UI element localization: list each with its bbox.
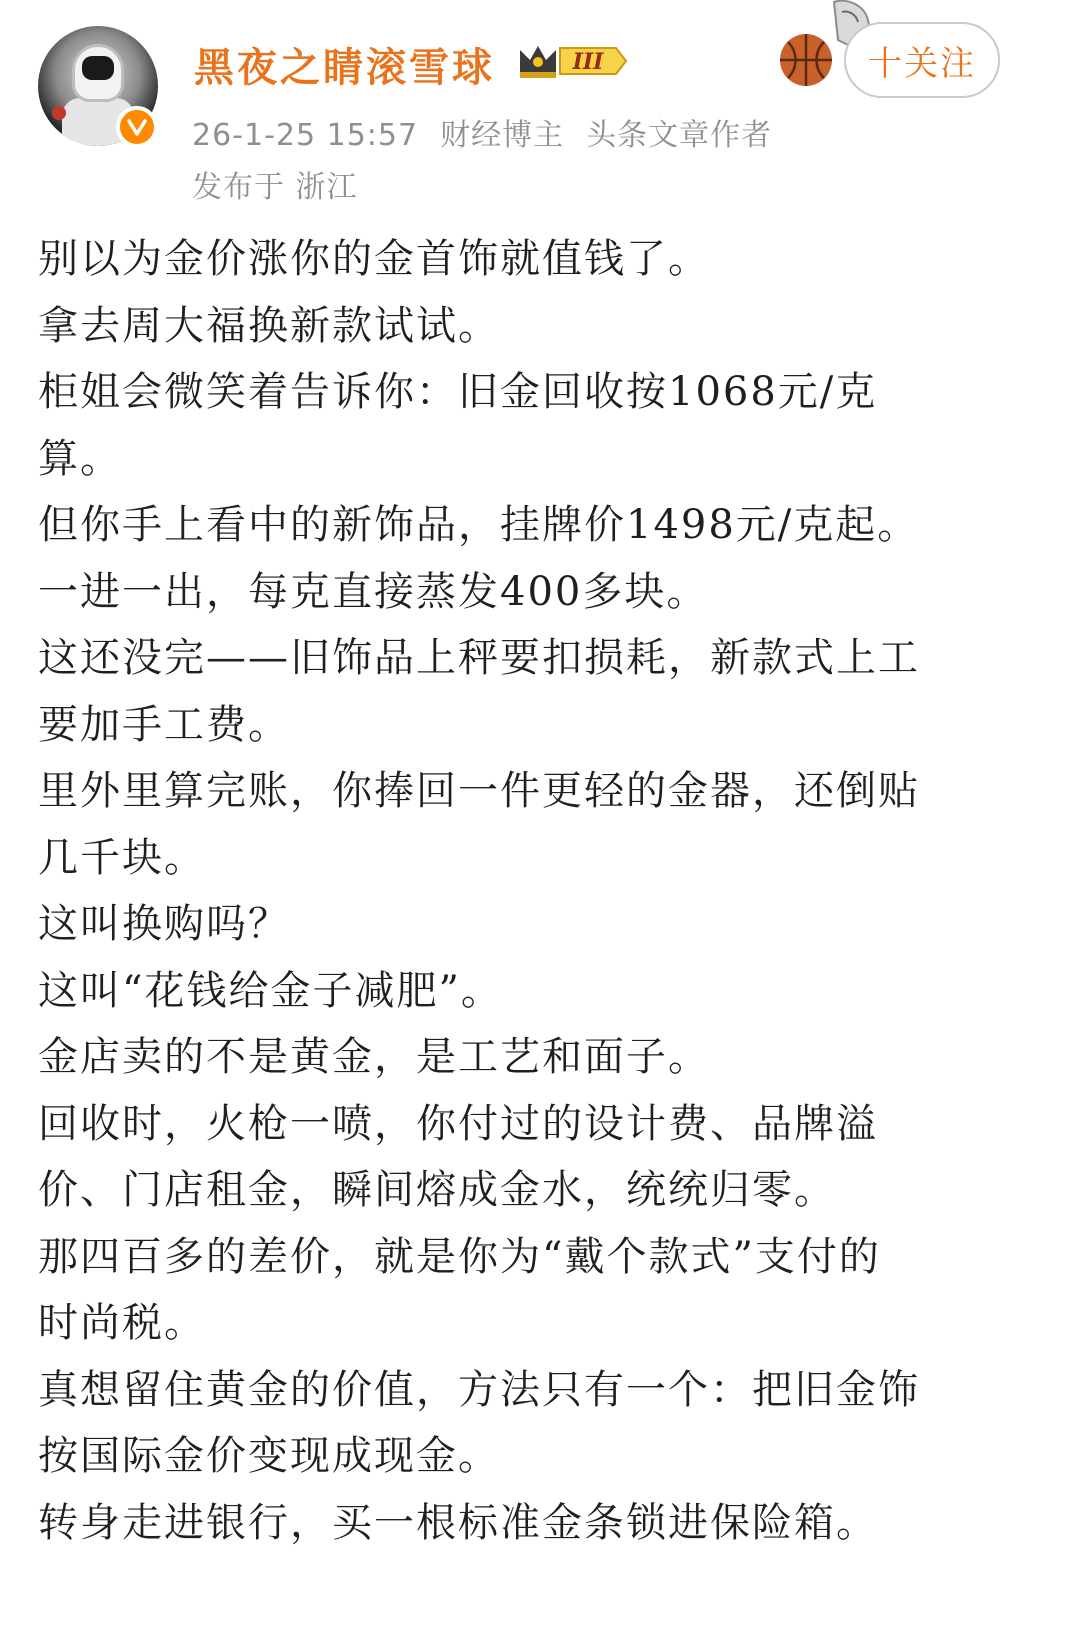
post-text-line: 这叫“花钱给金子减肥”。	[38, 967, 503, 1014]
post-text-line: 真想留住黄金的价值，方法只有一个：把旧金饰	[38, 1366, 920, 1413]
post-text-line: 一进一出，每克直接蒸发400多块。	[38, 568, 709, 615]
post-text-line: 转身走进银行，买一根标准金条锁进保险箱。	[38, 1499, 878, 1546]
post-text-line: 金店卖的不是黄金，是工艺和面子。	[38, 1034, 710, 1080]
post-text-line: 但你手上看中的新饰品，挂牌价1498元/克起。	[38, 502, 920, 548]
post-text-line: 这叫换购吗？	[38, 901, 290, 947]
post-text-line: 柜姐会微笑着告诉你：旧金回收按1068元/克	[38, 369, 878, 415]
verified-v-icon	[126, 116, 148, 138]
post-meta	[192, 110, 794, 154]
post-content	[38, 226, 1008, 1556]
user-name[interactable]: 黑夜之睛滚雪球	[194, 44, 495, 91]
post-text-line: 几千块。	[38, 834, 206, 881]
post-header	[0, 0, 1048, 212]
user-tag: 头条文章作者	[586, 118, 773, 153]
crown-icon	[516, 40, 628, 82]
post-text-line: 里外里算完账，你捧回一件更轻的金器，还倒贴	[38, 768, 920, 814]
post-text-line: 别以为金价涨你的金首饰就值钱了。	[38, 236, 710, 282]
post-text-line: 回收时，火枪一喷，你付过的设计费、品牌溢	[38, 1100, 878, 1147]
post-time: 26-1-25 15:57	[192, 118, 419, 153]
post-text-line: 拿去周大福换新款试试。	[38, 302, 500, 349]
post-text-line: 要加手工费。	[38, 701, 290, 748]
post-text-line: 时尚税。	[38, 1300, 206, 1346]
verified-badge-icon	[116, 106, 158, 148]
post-text-line: 这还没完——旧饰品上秤要扣损耗，新款式上工	[38, 635, 920, 681]
avatar-rose	[52, 106, 66, 120]
avatar-astronaut-visor	[82, 56, 114, 80]
post-text-line: 按国际金价变现成现金。	[38, 1433, 500, 1479]
post-location: 发布于 浙江	[192, 170, 358, 205]
post-text-line: 那四百多的差价，就是你为“戴个款式”支付的	[38, 1233, 881, 1280]
follow-button[interactable]: 十关注	[844, 22, 1000, 98]
crown-level-badge	[516, 40, 628, 82]
post-text-line: 算。	[38, 435, 122, 482]
level-badge-text: III	[572, 49, 604, 75]
user-tag: 财经博主	[440, 118, 565, 153]
post-text-line: 价、门店租金，瞬间熔成金水，统统归零。	[38, 1167, 836, 1213]
